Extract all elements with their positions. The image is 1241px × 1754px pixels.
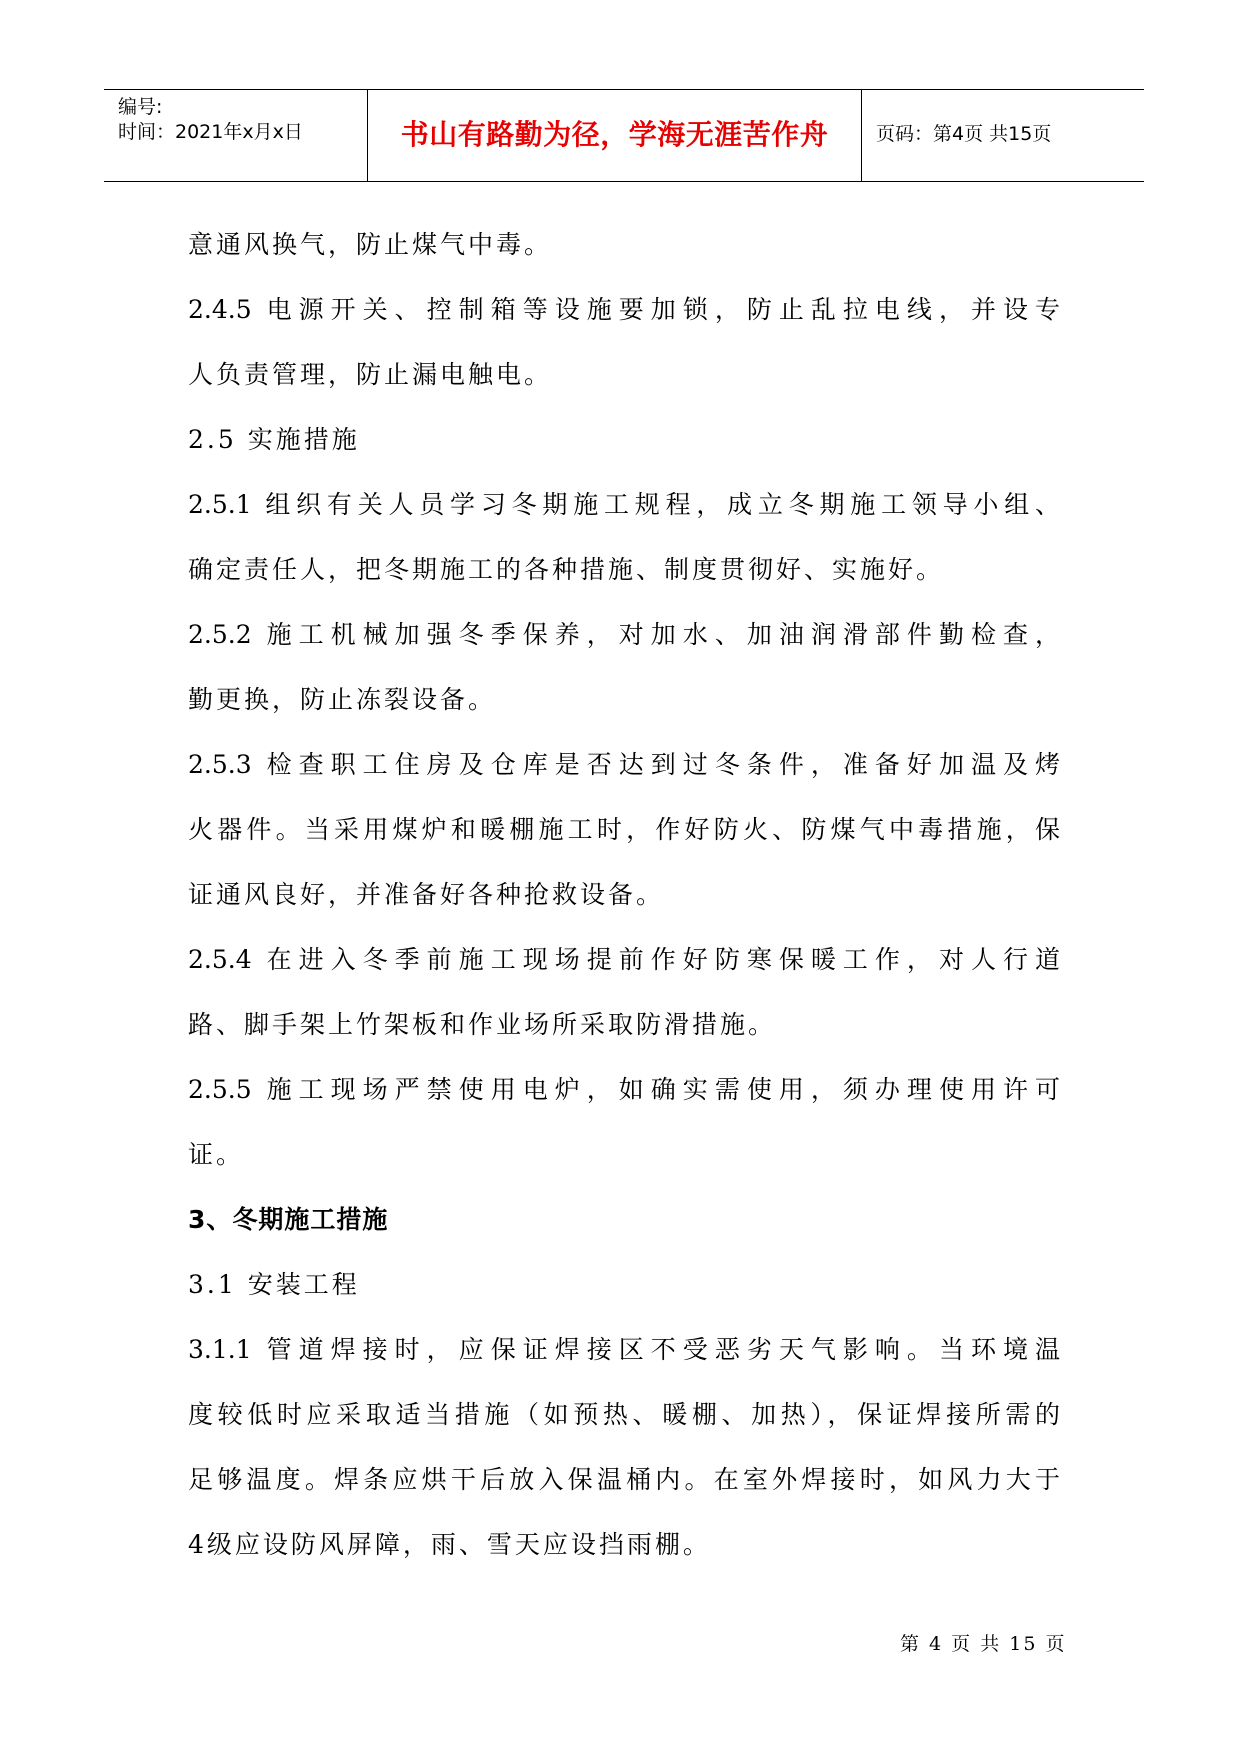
body-line: 度较低时应采取适当措施（如预热、暖棚、加热），保证焊接所需的 [188,1400,1060,1429]
document-number-label: 编号: [118,96,163,118]
header-motto: 书山有路勤为径，学海无涯苦作舟 [368,90,862,181]
page-header [104,89,1144,182]
page-footer: 第 4 页 共 15 页 [900,1633,1067,1655]
body-line: 意通风换气，防止煤气中毒。 [188,230,553,259]
body-line: 2.4.5 电源开关、控制箱等设施要加锁，防止乱拉电线，并设专 [188,295,1060,324]
body-line: 火器件。当采用煤炉和暖棚施工时，作好防火、防煤气中毒措施，保 [188,815,1060,844]
body-line: 确定责任人，把冬期施工的各种措施、制度贯彻好、实施好。 [188,555,945,584]
body-line: 4级应设防风屏障，雨、雪天应设挡雨棚。 [188,1530,711,1559]
section-heading: 3.1 安装工程 [188,1270,360,1299]
body-line: 3.1.1 管道焊接时，应保证焊接区不受恶劣天气影响。当环境温 [188,1335,1060,1364]
chapter-heading: 3、冬期施工措施 [188,1205,389,1234]
document-time-label: 时间：2021年x月x日 [118,121,303,143]
body-line: 路、脚手架上竹架板和作业场所采取防滑措施。 [188,1010,777,1039]
header-page-info: 页码：第4页 共15页 [876,123,1052,145]
header-info-cell [104,90,368,181]
body-line: 人负责管理，防止漏电触电。 [188,360,553,389]
body-line: 2.5.1 组织有关人员学习冬期施工规程，成立冬期施工领导小组、 [188,490,1060,519]
body-line: 2.5.4 在进入冬季前施工现场提前作好防寒保暖工作，对人行道 [188,945,1060,974]
body-line: 2.5.3 检查职工住房及仓库是否达到过冬条件，准备好加温及烤 [188,750,1060,779]
body-line: 证。 [188,1140,245,1169]
body-line: 勤更换，防止冻裂设备。 [188,685,497,714]
body-line: 足够温度。焊条应烘干后放入保温桶内。在室外焊接时，如风力大于 [188,1465,1060,1494]
section-heading: 2.5 实施措施 [188,425,360,454]
body-line: 证通风良好，并准备好各种抢救设备。 [188,880,665,909]
body-line: 2.5.2 施工机械加强冬季保养，对加水、加油润滑部件勤检查， [188,620,1060,649]
body-line: 2.5.5 施工现场严禁使用电炉，如确实需使用，须办理使用许可 [188,1075,1060,1104]
